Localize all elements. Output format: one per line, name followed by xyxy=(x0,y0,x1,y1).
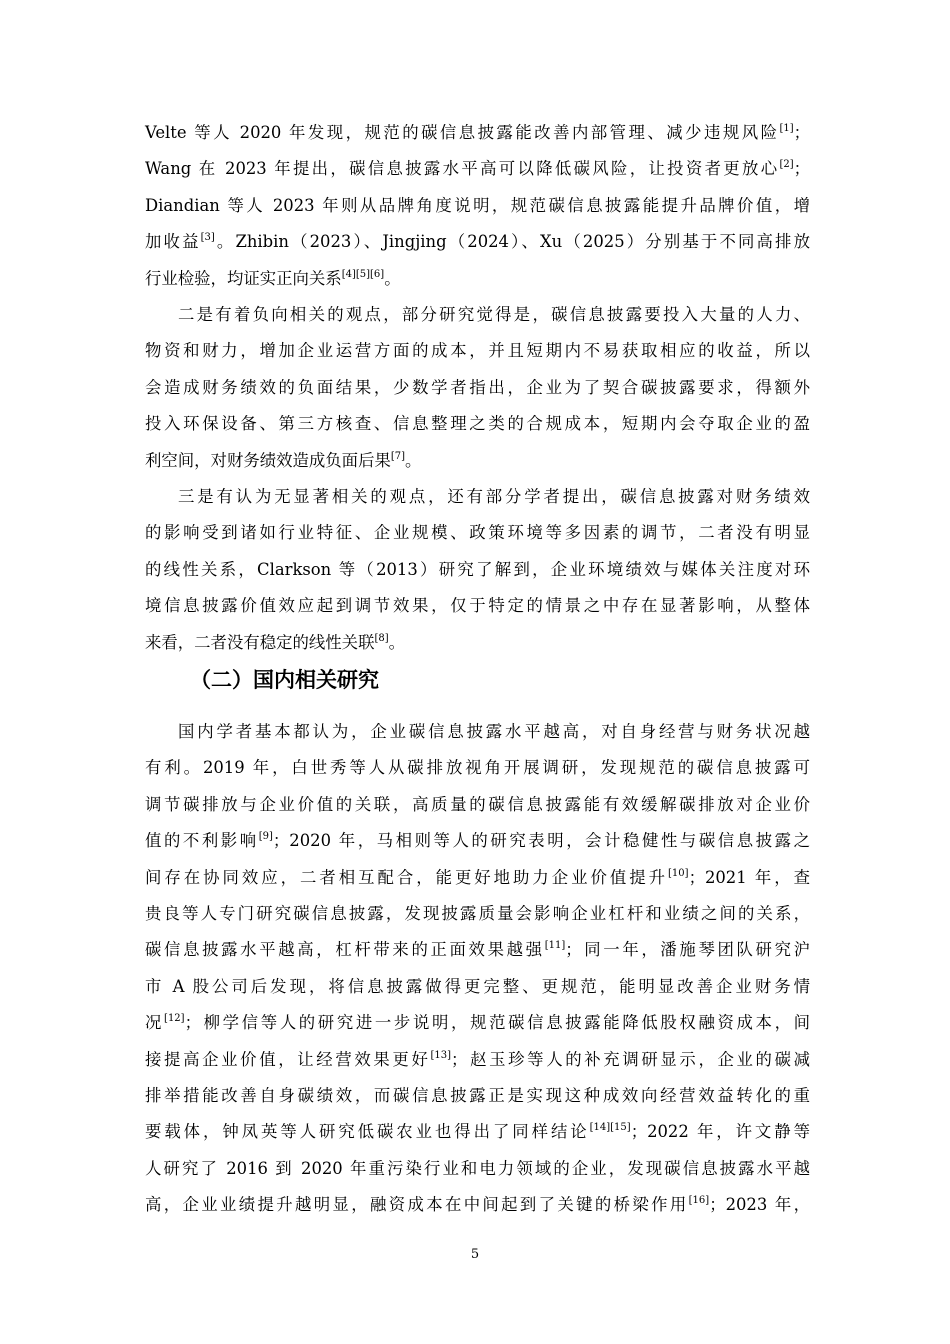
text-run: 调节碳排放与企业价值的关联，高质量的碳信息披露能有效缓解碳排放对企业价 xyxy=(145,794,810,814)
paragraph-4-line xyxy=(145,902,810,926)
citation-ref: [4][5][6] xyxy=(341,268,385,280)
paragraph-2-line xyxy=(145,412,810,436)
paragraph-1-line xyxy=(145,121,810,145)
paragraph-3-line xyxy=(145,521,810,545)
text-run: 有利。2019 年，白世秀等人从碳排放视角开展调研，发现规范的碳信息披露可 xyxy=(145,758,810,778)
text-run: ；2022 年，许文静等 xyxy=(630,1122,810,1142)
paragraph-4-line xyxy=(145,866,810,890)
citation-ref: [10] xyxy=(668,867,689,879)
text-run: 贵良等人专门研究碳信息披露，发现披露质量会影响企业杠杆和业绩之间的关系， xyxy=(145,904,810,923)
text-run: ；赵玉珍等人的补充调研显示，企业的碳减 xyxy=(451,1049,811,1069)
text-run: 人研究了 2016 到 2020 年重污染行业和电力领域的企业，发现碳信息披露水平越 xyxy=(145,1158,810,1178)
citation-ref: [3] xyxy=(200,232,215,244)
paragraph-1-line xyxy=(145,157,810,181)
paragraph-4-line xyxy=(145,1011,810,1035)
text-run: ；2023 年， xyxy=(709,1195,810,1215)
paragraph-4-line xyxy=(145,1193,810,1217)
text-run: 来看，二者没有稳定的线性关联 xyxy=(145,632,375,652)
paragraph-3-line xyxy=(145,631,810,655)
citation-ref: [11] xyxy=(544,940,566,952)
text-run: ；柳学信等人的研究进一步说明，规范碳信息披露能降低股权融资成本，间 xyxy=(184,1013,811,1033)
paragraph-4-line xyxy=(145,793,810,817)
text-run: 投入环保设备、第三方核查、信息整理之类的合规成本，短期内会夺取企业的盈 xyxy=(145,414,810,434)
text-run: 加收益 xyxy=(145,232,201,252)
text-run: ； xyxy=(793,159,810,179)
text-run: 二是有着负向相关的观点，部分研究觉得是，碳信息披露要投入大量的人力、 xyxy=(178,305,810,324)
paragraph-1-line xyxy=(145,230,810,254)
paragraph-4-line xyxy=(145,1084,810,1108)
text-run: 境信息披露价值效应起到调节效果，仅于特定的情景之中存在显著影响，从整体 xyxy=(145,596,810,616)
text-run: 行业检验，均证实正向关系 xyxy=(145,268,342,288)
page-number: 5 xyxy=(470,1247,480,1262)
citation-ref: [8] xyxy=(374,632,389,644)
paragraph-1-line xyxy=(145,194,810,218)
citation-ref: [7] xyxy=(390,450,406,462)
citation-ref: [2] xyxy=(779,159,794,171)
text-run: 间存在协同效应，二者相互配合，能更好地助力企业价值提升 xyxy=(145,867,669,887)
text-run: 接提高企业价值，让经营效果更好 xyxy=(145,1049,431,1069)
paragraph-4-line xyxy=(178,720,810,744)
text-run: 排举措能改善自身碳绩效，而碳信息披露正是实现这种成效向经营效益转化的重 xyxy=(145,1086,810,1105)
paragraph-4-line xyxy=(145,1157,810,1181)
paragraph-4-line xyxy=(145,829,810,853)
citation-ref: [1] xyxy=(779,123,794,134)
text-run: 值的不利影响 xyxy=(145,831,259,851)
paragraph-4-line xyxy=(145,1048,810,1072)
paragraph-1-line xyxy=(145,267,810,291)
paragraph-4-line xyxy=(145,756,810,780)
text-run: Diandian 等人 2023 年则从品牌角度说明，规范碳信息披露能提升品牌价值，增 xyxy=(145,195,810,215)
citation-ref: [13] xyxy=(430,1049,452,1061)
citation-ref: [16] xyxy=(688,1195,710,1207)
text-run: 碳信息披露水平越高，杠杆带来的正面效果越强 xyxy=(145,940,545,960)
text-run: 高，企业业绩提升越明显，融资成本在中间起到了关键的桥梁作用 xyxy=(145,1195,689,1215)
text-run: ； xyxy=(793,123,810,142)
text-run: 会造成财务绩效的负面结果，少数学者指出，企业为了契合碳披露要求，得额外 xyxy=(145,377,810,397)
citation-ref: [9] xyxy=(258,831,273,843)
text-run: ；2021 年，查 xyxy=(688,867,810,887)
text-run: 的影响受到诸如行业特征、企业规模、政策环境等多因素的调节，二者没有明显 xyxy=(145,523,810,543)
text-run: 。 xyxy=(405,450,422,470)
text-run: ；2020 年，马相则等人的研究表明，会计稳健性与碳信息披露之 xyxy=(272,831,811,851)
text-run: 要载体，钟凤英等人研究低碳农业也得出了同样结论 xyxy=(145,1122,590,1142)
paragraph-4-line xyxy=(145,1120,810,1144)
text-run: 的线性关系，Clarkson 等（2013）研究了解到，企业环境绩效与媒体关注度对环 xyxy=(145,559,810,579)
text-run: 。 xyxy=(388,632,406,652)
text-run: 市 A 股公司后发现，将信息披露做得更完整、更规范，能明显改善企业财务情 xyxy=(145,976,810,996)
text-run: 。Zhibin（2023）、Jingjing（2024）、Xu（2025）分别基于不同高排放 xyxy=(214,232,810,252)
text-run: 。 xyxy=(384,268,401,288)
text-run: 三是有认为无显著相关的观点，还有部分学者提出，碳信息披露对财务绩效 xyxy=(178,487,810,506)
paragraph-4-line xyxy=(145,975,810,999)
citation-ref: [14][15] xyxy=(589,1122,631,1134)
paragraph-4-line xyxy=(145,938,810,962)
text-run: Velte 等人 2020 年发现，规范的碳信息披露能改善内部管理、减少违规风险 xyxy=(145,123,780,142)
paragraph-2-line xyxy=(145,449,810,473)
paragraph-2-line xyxy=(178,303,810,327)
citation-ref: [12] xyxy=(164,1013,185,1025)
text-run: Wang 在 2023 年提出，碳信息披露水平高可以降低碳风险，让投资者更放心 xyxy=(145,159,780,179)
text-run: 况 xyxy=(145,1013,165,1033)
text-run: ；同一年，潘施琴团队研究沪 xyxy=(565,940,811,960)
paragraph-3-line xyxy=(145,558,810,582)
section-heading: （二）国内相关研究 xyxy=(190,668,379,692)
paragraph-2-line xyxy=(145,376,810,400)
paragraph-3-line xyxy=(145,594,810,618)
text-run: 国内学者基本都认为，企业碳信息披露水平越高，对自身经营与财务状况越 xyxy=(178,722,810,741)
paragraph-2-line xyxy=(145,339,810,363)
text-run: 物资和财力，增加企业运营方面的成本，并且短期内不易获取相应的收益，所以 xyxy=(145,341,810,361)
text-run: 利空间，对财务绩效造成负面后果 xyxy=(145,450,391,470)
paragraph-3-line xyxy=(178,485,810,509)
